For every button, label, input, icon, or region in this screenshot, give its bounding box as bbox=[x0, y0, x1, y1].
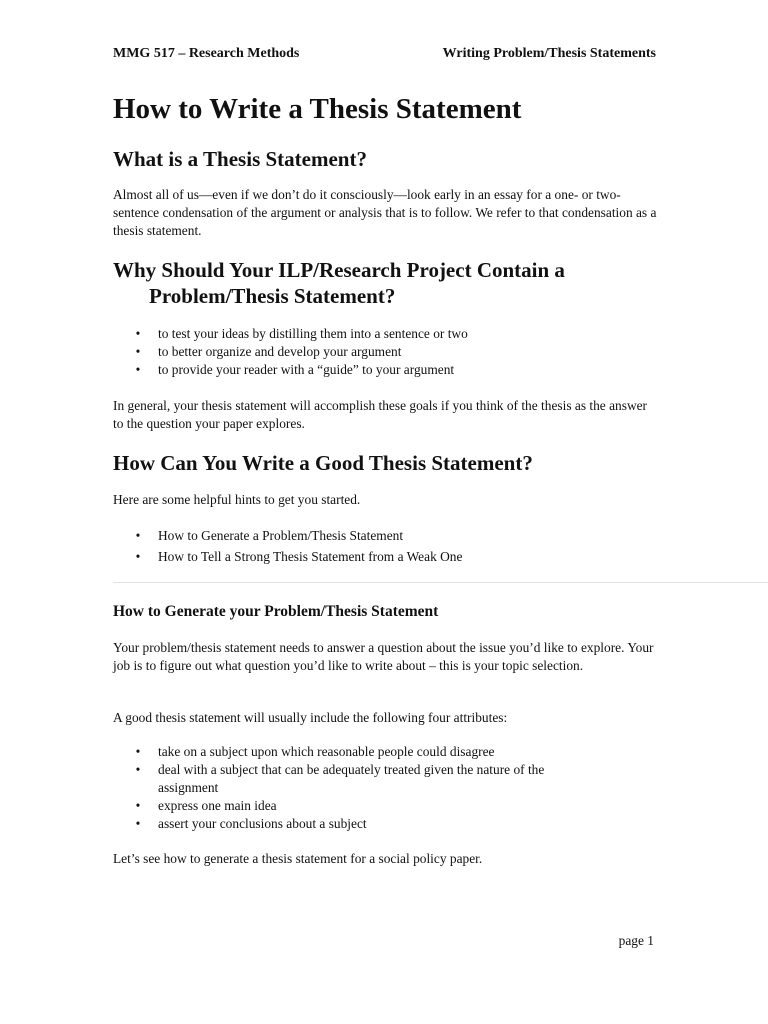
section-heading-why-line2: Problem/Thesis Statement? bbox=[149, 284, 396, 308]
bullet-dot-icon: • bbox=[135, 798, 141, 813]
hint-link-strong-weak[interactable]: How to Tell a Strong Thesis Statement from a Weak One bbox=[158, 549, 463, 564]
header-topic: Writing Problem/Thesis Statements bbox=[442, 46, 656, 61]
section-heading-what-is: What is a Thesis Statement? bbox=[113, 147, 367, 171]
bullet-dot-icon: • bbox=[135, 744, 141, 759]
section-heading-how-can: How Can You Write a Good Thesis Statement? bbox=[113, 451, 533, 475]
section-heading-why bbox=[113, 257, 633, 309]
why-bullet-list bbox=[113, 325, 658, 379]
hint-link-generate[interactable]: How to Generate a Problem/Thesis Statement bbox=[158, 528, 404, 543]
section-generate-paragraph-2: A good thesis statement will usually include the following four attributes: bbox=[113, 710, 508, 725]
list-item: • to provide your reader with a “guide” to your argument bbox=[113, 361, 658, 379]
section-generate-paragraph-1: Your problem/thesis statement needs to answer a question about the issue you’d like to explore. Your job is to figure out what question you’d like to write about – this is your topic selection. bbox=[113, 640, 654, 673]
bullet-dot-icon: • bbox=[135, 528, 141, 543]
section-generate-paragraph-3: Let’s see how to generate a thesis statement for a social policy paper. bbox=[113, 851, 483, 866]
attributes-bullet-list bbox=[113, 743, 658, 833]
bullet-dot-icon: • bbox=[135, 549, 141, 564]
list-item[interactable] bbox=[113, 527, 658, 545]
bullet-dot-icon: • bbox=[135, 326, 141, 341]
bullet-dot-icon: • bbox=[135, 362, 141, 377]
list-item[interactable] bbox=[113, 548, 658, 566]
header-course: MMG 517 – Research Methods bbox=[113, 46, 300, 61]
horizontal-divider bbox=[113, 582, 768, 583]
bullet-dot-icon: • bbox=[135, 816, 141, 831]
section-heading-why-line1: Why Should Your ILP/Research Project Contain a bbox=[113, 258, 565, 282]
section-why-paragraph: In general, your thesis statement will accomplish these goals if you think of the thesis as the answer to the question your paper explores. bbox=[113, 398, 648, 431]
bullet-dot-icon: • bbox=[135, 344, 141, 359]
list-item: • assert your conclusions about a subject bbox=[113, 815, 658, 833]
list-item: • to better organize and develop your argument bbox=[113, 343, 658, 361]
bullet-dot-icon: • bbox=[135, 762, 141, 777]
list-item: • deal with a subject that can be adequately treated given the nature of the assignment bbox=[113, 761, 658, 797]
list-item: • express one main idea bbox=[113, 797, 658, 815]
section-what-is-paragraph: Almost all of us—even if we don’t do it consciously—look early in an essay for a one- or two-sentence condensation of the argument or analysis that is to follow. We refer to that condensation as a thesis statement. bbox=[113, 187, 657, 238]
page-header bbox=[113, 44, 656, 64]
list-item: • take on a subject upon which reasonable people could disagree bbox=[113, 743, 658, 761]
page-title: How to Write a Thesis Statement bbox=[113, 93, 522, 125]
list-item: • to test your ideas by distilling them into a sentence or two bbox=[113, 325, 658, 343]
section-heading-generate: How to Generate your Problem/Thesis Statement bbox=[113, 603, 439, 620]
page-number: page 1 bbox=[618, 933, 654, 948]
section-how-can-intro: Here are some helpful hints to get you started. bbox=[113, 492, 361, 507]
hints-link-list bbox=[113, 527, 658, 569]
